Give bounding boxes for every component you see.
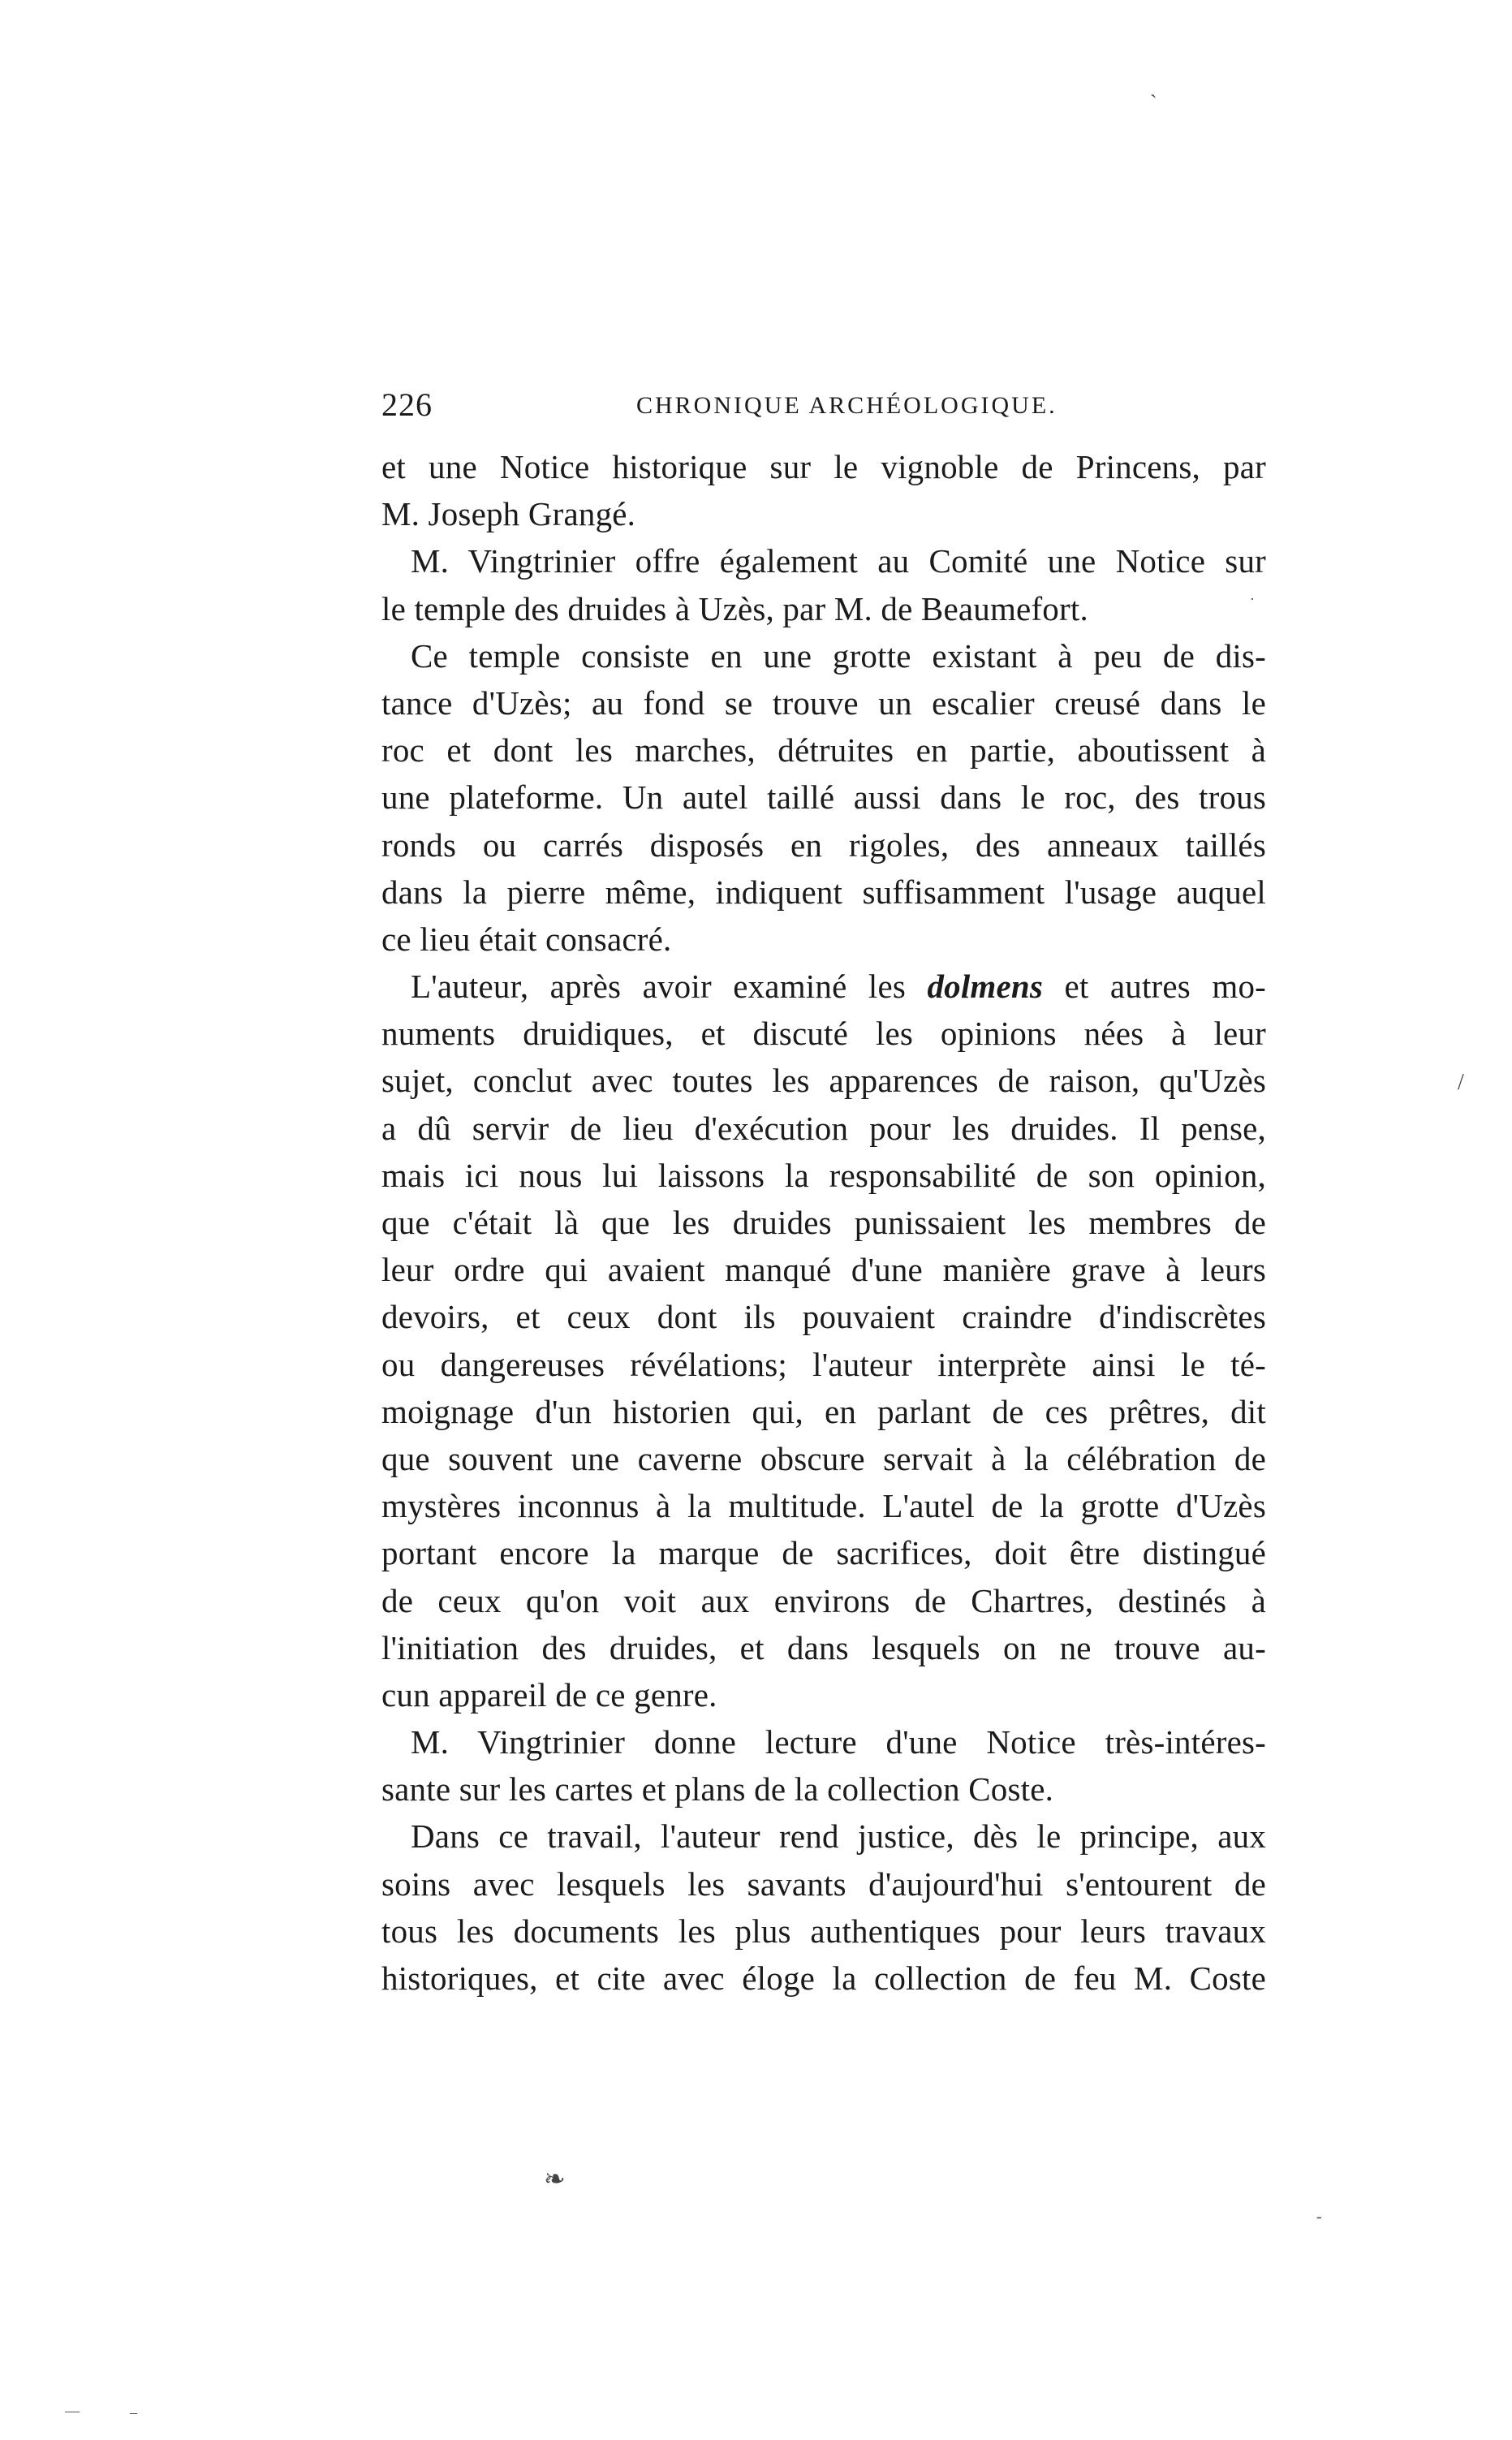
text-line: et une Notice historique sur le vignoble de Princens, par [381,448,1266,485]
speck-mark: – [130,2404,137,2421]
speck-mark: — [65,2403,80,2419]
text-line: M. Vingtrinier offre également au Comité une Notice sur [411,542,1266,580]
text-line: sante sur les cartes et plans de la collection Coste. [381,1770,1054,1808]
page-header [381,386,1266,434]
text-line: Ce temple consiste en une grotte existant à peu de dis- [411,636,1266,675]
text-line: une plateforme. Un autel taillé aussi dans le roc, des trous [381,778,1266,817]
text-line: Dans ce travail, l'auteur rend justice, dès le principe, aux [411,1817,1266,1856]
running-title: CHRONIQUE ARCHÉOLOGIQUE. [636,392,1058,419]
text-line: a dû servir de lieu d'exécution pour les druides. Il pense, [381,1109,1266,1147]
text-line: cun appareil de ce genre. [381,1675,717,1714]
text-line: mais ici nous lui laissons la responsabilité de son opinion, [381,1156,1266,1194]
speck-mark: - [1316,2208,1322,2226]
text-line: que souvent une caverne obscure servait à la célébration de [381,1439,1266,1477]
text-segment: et autres mo- [1064,968,1266,1006]
page-number: 226 [381,386,433,423]
text-line: tous les documents les plus authentiques pour leurs travaux [381,1912,1266,1950]
text-line: M. Vingtrinier donne lecture d'une Notice très-intéres- [411,1723,1266,1761]
text-line: le temple des druides à Uzès, par M. de Beaumefort. [381,589,1088,627]
speck-mark: · [1250,591,1255,607]
text-line [381,963,1266,1010]
text-segment: L'auteur, après avoir examiné les [411,968,907,1006]
text-line: moignage d'un historien qui, en parlant de ces prêtres, dit [381,1392,1266,1430]
italic-term: dolmens [927,968,1044,1006]
text-line: soins avec lesquels les savants d'aujourd'hui s'entourent de [381,1864,1266,1903]
text-line: roc et dont les marches, détruites en partie, aboutissent à [381,731,1266,770]
text-line: ce lieu était consacré. [381,920,672,958]
margin-mark: / [1458,1070,1464,1095]
body-text [381,443,1266,2002]
text-line: historiques, et cite avec éloge la collection de feu M. Coste [381,1959,1266,1997]
text-line: portant encore la marque de sacrifices, doit être distingué [381,1534,1266,1572]
text-line: tance d'Uzès; au fond se trouve un escalier creusé dans le [381,683,1266,722]
text-line: dans la pierre même, indiquent suffisamment l'usage auquel [381,873,1266,911]
text-line: M. Joseph Grangé. [381,495,636,533]
ornament-icon: ❧ [544,2164,566,2193]
text-line: sujet, conclut avec toutes les apparences de raison, qu'Uzès [381,1062,1266,1100]
text-line: ronds ou carrés disposés en rigoles, des anneaux taillés [381,826,1266,864]
text-line: de ceux qu'on voit aux environs de Chartres, destinés à [381,1581,1266,1619]
text-line: l'initiation des druides, et dans lesquels on ne trouve au- [381,1628,1266,1666]
text-line: numents druidiques, et discuté les opinions nées à leur [381,1015,1266,1053]
speck-mark: ` [1150,91,1157,114]
text-line: devoirs, et ceux dont ils pouvaient craindre d'indiscrètes [381,1298,1266,1336]
text-line: mystères inconnus à la multitude. L'autel de la grotte d'Uzès [381,1487,1266,1525]
text-line: ou dangereuses révélations; l'auteur interprète ainsi le té- [381,1345,1266,1383]
text-line: que c'était là que les druides punissaient les membres de [381,1204,1266,1241]
text-line: leur ordre qui avaient manqué d'une manière grave à leurs [381,1251,1266,1289]
